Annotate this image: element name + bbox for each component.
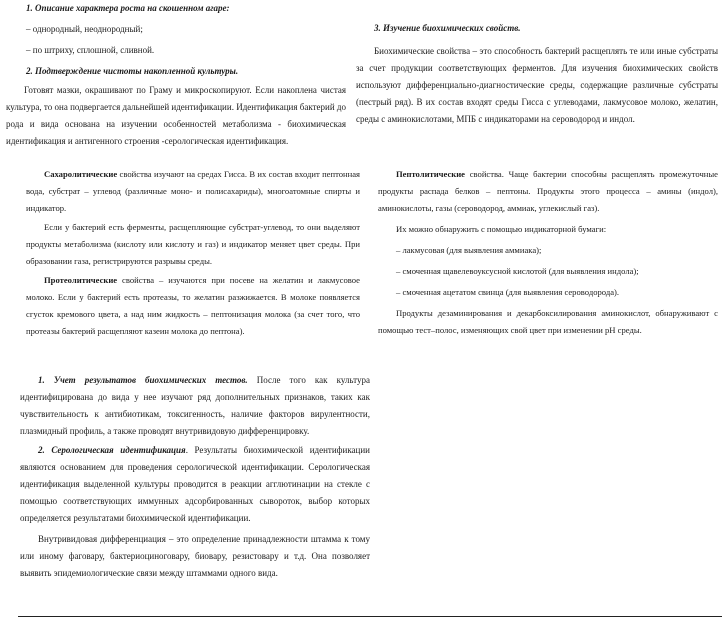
deamin-paragraph: Продукты дезаминирования и декарбоксилирования аминокислот, обнаруживают с помощью тест–полос, изменяющих свой цвет при изменении pH среды. [378, 308, 718, 335]
results-title: 1. Учет результатов биохимических тестов. [38, 375, 248, 385]
paper-item: – лакмусовая (для выявления аммиака); [396, 245, 542, 255]
results-paragraph [20, 372, 370, 440]
growth-item: – однородный, неоднородный; [26, 24, 143, 34]
sero-text: . Результаты биохимической идентификации являются основанием для проведения серологической идентификации. Серологическая идентификация выделенной культуры проводится в реакции агглютинации на стекле с помощью соответствующих иммунных адсорбированных сывороток, выбор которых определяется результатами биохимической идентификации. [20, 445, 370, 523]
sero-title: 2. Серологическая идентификация [38, 445, 186, 455]
sero-paragraph [20, 442, 370, 527]
growth-title: 1. Описание характера роста на скошенном агаре: [26, 3, 230, 13]
pept-text: свойства. Чаще бактерии способны расщеплять промежуточные продукты распада белков – пептоны. Продукты этого процесса – амины (индол), аминокислоты, газы (сероводород, аммиак, углекислый газ). [378, 169, 718, 213]
prot-term: Протеолитические [44, 275, 118, 285]
pept-section [378, 166, 718, 339]
prot-text: свойства – изучаются при посеве на желатин и лакмусовое молоко. Если у бактерий есть протеазы, то желатин разжижается. В молоке появляется сгусток кремового цвета, а над ним жидкость – пептонизация молока (за счет того, что протеазы бактерий расщепляют казеин молока до пептона). [26, 275, 360, 336]
paper-item: – смоченная ацетатом свинца (для выявления сероводорода). [396, 287, 620, 297]
paper-intro: Их можно обнаружить с помощью индикаторной бумаги: [396, 224, 607, 234]
biochem-paragraph: Биохимические свойства – это способность бактерий расщеплять те или иные субстраты за счет продукции соответствующих ферментов. Для изучения биохимических свойств используют дифференциально-диагностические среды, содержащие различные субстраты (пестрый ряд). В их состав входят среды Гисса с углеводами, лакмусовое молоко, желатин, среды с аминокислотами, МПБ с индикаторами на сероводород и индол. [356, 46, 718, 124]
purity-text [6, 82, 346, 150]
biochem-section [356, 20, 718, 128]
results-text: После того как культура идентифицирована до вида у нее изучают ряд дополнительных признаков, таких как чувствительность к антибиотикам, токсигенность, наличие факторов вирулентности, плазмидный профиль, а также проводят внутривидовую дифференцировку. [20, 375, 370, 436]
pept-paragraph [378, 166, 718, 217]
paper-item: – смоченная щавелевоуксусной кислотой (для выявления индола); [396, 266, 639, 276]
purity-paragraph: Готовят мазки, окрашивают по Граму и микроскопируют. Если накоплена чистая культура, то она подвергается дальнейшей идентификации. Идентификация бактерий до рода и вида основана на изучении особенностей метаболизма - биохимическая идентификация и антигенного строения -серологическая идентификация. [6, 85, 346, 146]
sacch-text: свойства изучают на средах Гисса. В их состав входит пептонная вода, субстрат – углевод (различные моно- и полисахариды), многоатомные спирты и индикатор. [26, 169, 360, 213]
sacch-term: Сахаролитические [44, 169, 118, 179]
results-section [20, 372, 370, 582]
growth-section [22, 0, 352, 80]
sacch-section [26, 166, 360, 340]
sacch-paragraph [26, 166, 360, 217]
pept-term: Пептолитические [396, 169, 465, 179]
intra-paragraph: Внутривидовая дифференциация – это определение принадлежности штамма к тому или иному фаговару, бактериоциноговару, биовару, резистовару и т.д. Она позволяет выявить эпидемиологические связи между штаммами одного вида. [20, 534, 370, 578]
purity-title: 2. Подтверждение чистоты накопленной культуры. [26, 66, 239, 76]
biochem-title: 3. Изучение биохимических свойств. [374, 23, 521, 33]
sacch-paragraph-2: Если у бактерий есть ферменты, расщепляющие субстрат-углевод, то они выделяют продукты метаболизма (кислоту или кислоту и газ) и индикатор меняет цвет среды. При образовании газа, регистрируются разрывы среды. [26, 222, 360, 266]
bottom-rule [18, 616, 722, 617]
growth-item: – по штриху, сплошной, сливной. [26, 45, 155, 55]
prot-paragraph [26, 272, 360, 340]
